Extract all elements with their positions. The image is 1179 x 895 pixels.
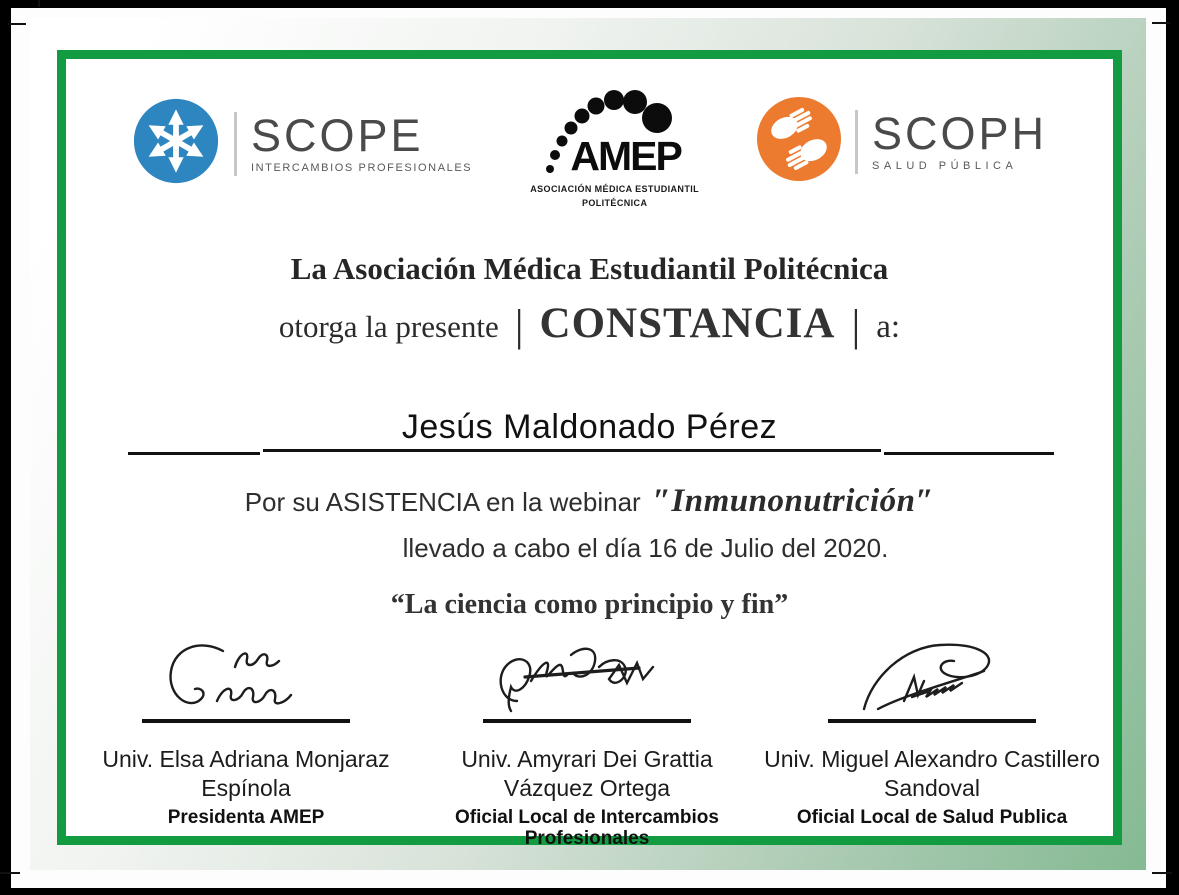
scope-wordmark: SCOPE (250, 110, 424, 161)
attendance-line (66, 483, 1113, 520)
grant-line (66, 297, 1113, 348)
logo-divider (855, 110, 858, 174)
scoph-logo (757, 97, 1047, 186)
letterbox-top (0, 0, 1179, 8)
logo-row (66, 97, 1113, 210)
signature-handwriting-icon (437, 637, 737, 717)
signatory-role: Oficial Local de Salud Publica (796, 806, 1068, 828)
webinar-title: ″Inmunonutrición″ (652, 483, 935, 519)
amep-logo (530, 89, 699, 210)
recipient-underline (128, 452, 260, 455)
signatory-role: Oficial Local de Intercambios Profesionales (455, 806, 719, 850)
signatory-name: Univ. Miguel Alexandro Castillero Sandoval (764, 746, 1100, 802)
recipient-underline (884, 452, 1054, 455)
amep-wordmark: AMEP (570, 133, 681, 179)
date-line: llevado a cabo el día 16 de Julio del 2020. (402, 533, 889, 563)
certificate (30, 18, 1146, 870)
certificate-frame (57, 50, 1122, 850)
letterbox-right (1166, 0, 1179, 895)
scoph-wordmark: SCOPH (872, 108, 1048, 159)
scope-logo (132, 97, 472, 190)
motto: “La ciencia como principio y fin” (390, 589, 789, 620)
separator-bar: | (514, 301, 524, 350)
scoph-subtitle: SALUD PÚBLICA (872, 160, 1018, 172)
signatory-name: Univ. Amyrari Dei Grattia Vázquez Ortega (461, 746, 713, 802)
certificate-title: La Asociación Médica Estudiantil Politécnica (290, 251, 889, 286)
letterbox-bottom (0, 888, 1179, 895)
corner-mark-bottom-left (0, 872, 20, 874)
grant-prefix: otorga la presente (278, 309, 499, 344)
signature-block-exchanges-officer (437, 637, 737, 849)
separator-bar: | (851, 301, 861, 350)
corner-mark-bottom-right (1152, 872, 1172, 874)
corner-mark-top-right (1152, 22, 1170, 24)
signature-line (828, 719, 1036, 723)
signature-handwriting-icon (752, 637, 1112, 717)
attendance-prefix: Por su ASISTENCIA en la webinar (244, 487, 641, 517)
amep-subtitle-line2: POLITÉCNICA (581, 197, 648, 208)
signature-block-public-health-officer (752, 637, 1112, 828)
constancia-keyword: CONSTANCIA (539, 300, 836, 347)
scoph-hands-icon (757, 97, 841, 186)
signature-line (142, 719, 350, 723)
amep-subtitle-line1: ASOCIACIÓN MÉDICA ESTUDIANTIL (530, 184, 700, 194)
recipient-name: Jesús Maldonado Pérez (401, 408, 778, 446)
logo-divider (234, 112, 237, 176)
signatory-role: Presidenta AMEP (167, 806, 325, 828)
signature-block-president (96, 637, 396, 828)
corner-mark-top-left (8, 23, 26, 25)
signatory-name: Univ. Elsa Adriana Monjaraz Espínola (102, 746, 390, 802)
letterbox-left (0, 0, 11, 895)
signature-line (483, 719, 691, 723)
recipient-underline (263, 449, 881, 452)
signature-handwriting-icon (96, 637, 396, 717)
corner-mark-top-left-v (38, 0, 40, 7)
scope-arrows-icon (132, 97, 220, 190)
scope-subtitle: INTERCAMBIOS PROFESIONALES (250, 162, 473, 174)
grant-suffix: a: (876, 309, 901, 345)
